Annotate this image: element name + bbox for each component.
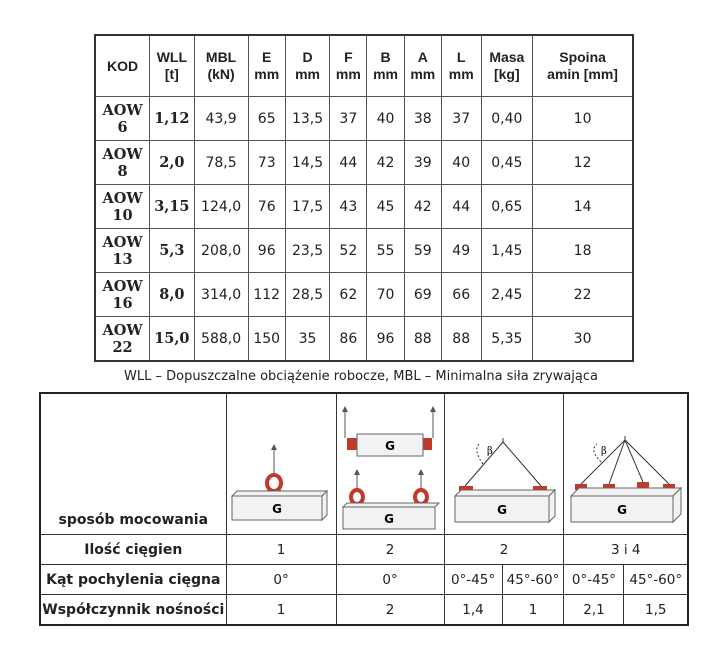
header-line: amin [mm] (547, 66, 618, 82)
product-code: AOW 16 (95, 273, 150, 317)
spec-cell: 5,3 (150, 229, 194, 273)
load-label: G (385, 439, 395, 453)
header-line: (kN) (207, 66, 235, 82)
spec-cell: 0,40 (481, 97, 533, 141)
two-sling-diagram (445, 402, 563, 534)
multi-sling-diagram (565, 402, 687, 534)
spec-cell: 208,0 (194, 229, 248, 273)
factor-value: 1 (502, 595, 564, 626)
spec-header-row (95, 35, 633, 97)
factor-label: Współczynnik nośności (40, 595, 226, 626)
spec-cell: 2,0 (150, 141, 194, 185)
spec-cell: 112 (248, 273, 285, 317)
product-code: AOW 10 (95, 185, 150, 229)
single-lug-diagram (227, 402, 335, 534)
spec-cell: 70 (367, 273, 404, 317)
spec-cell: 44 (441, 185, 481, 229)
sling-count-value: 1 (226, 535, 336, 565)
spec-cell: 40 (441, 141, 481, 185)
header-line: WLL (156, 49, 188, 65)
spec-cell: 30 (533, 317, 633, 362)
header-line: L (456, 49, 466, 65)
header-line: MBL (205, 49, 237, 65)
spec-row (95, 273, 633, 317)
header-line: F (344, 49, 353, 65)
spec-row (95, 141, 633, 185)
spec-cell: 38 (404, 97, 441, 141)
method-single-lug (226, 393, 336, 535)
method-row (40, 393, 688, 535)
spec-header-cell (285, 35, 329, 97)
spec-cell: 588,0 (194, 317, 248, 362)
header-line: mm (448, 66, 474, 82)
spec-body (95, 97, 633, 362)
method-two-lugs (336, 393, 444, 535)
header-line: E (262, 49, 272, 65)
spec-header-cell (404, 35, 441, 97)
spec-cell: 45 (367, 185, 404, 229)
spec-row (95, 229, 633, 273)
spec-cell: 40 (367, 97, 404, 141)
spec-header-cell (367, 35, 404, 97)
spec-cell: 42 (367, 141, 404, 185)
angle-value: 0°-45° (444, 565, 502, 595)
spec-cell: 76 (248, 185, 285, 229)
spec-cell: 43,9 (194, 97, 248, 141)
angle-label: Kąt pochylenia cięgna (40, 565, 226, 595)
header-line: Spoina (559, 49, 606, 65)
header-line: mm (254, 66, 280, 82)
two-lug-diagram (337, 402, 443, 534)
spec-cell: 96 (367, 317, 404, 362)
spec-cell: 17,5 (285, 185, 329, 229)
spec-cell: 23,5 (285, 229, 329, 273)
load-label: G (616, 503, 627, 517)
angle-value: 0° (226, 565, 336, 595)
spec-cell: 49 (441, 229, 481, 273)
spec-cell: 69 (404, 273, 441, 317)
spec-cell: 14,5 (285, 141, 329, 185)
spec-cell: 0,45 (481, 141, 533, 185)
spec-header-cell (194, 35, 248, 97)
spec-header-cell (533, 35, 633, 97)
spec-cell: 124,0 (194, 185, 248, 229)
spec-cell: 1,12 (150, 97, 194, 141)
spec-cell: 150 (248, 317, 285, 362)
angle-beta: β (487, 446, 493, 457)
spec-cell: 37 (441, 97, 481, 141)
spec-cell: 12 (533, 141, 633, 185)
spec-cell: 96 (248, 229, 285, 273)
product-code: AOW 13 (95, 229, 150, 273)
header-line: KOD (107, 57, 139, 74)
header-line: [t] (164, 66, 179, 82)
legend-note: WLL – Dopuszczalne obciążenie robocze, MBL – Minimalna siła zrywająca (124, 369, 598, 384)
load-label: G (497, 503, 507, 517)
spec-cell: 3,15 (150, 185, 194, 229)
spec-cell: 2,45 (481, 273, 533, 317)
spec-cell: 0,65 (481, 185, 533, 229)
header-line: D (302, 49, 313, 65)
factor-value: 2,1 (564, 595, 624, 626)
spec-header-cell (248, 35, 285, 97)
product-code: AOW 8 (95, 141, 150, 185)
spec-cell: 39 (404, 141, 441, 185)
spec-cell: 13,5 (285, 97, 329, 141)
spec-cell: 8,0 (150, 273, 194, 317)
spec-cell: 35 (285, 317, 329, 362)
header-line: [kg] (493, 66, 520, 82)
spec-header-cell (95, 35, 150, 97)
spec-cell: 22 (533, 273, 633, 317)
spec-cell: 66 (441, 273, 481, 317)
sling-count-row (40, 535, 688, 565)
spec-row (95, 97, 633, 141)
usage-table (39, 392, 689, 626)
header-line: B (380, 49, 391, 65)
spec-cell: 10 (533, 97, 633, 141)
spec-cell: 88 (441, 317, 481, 362)
factor-value: 2 (336, 595, 444, 626)
spec-header-cell (330, 35, 367, 97)
spec-cell: 88 (404, 317, 441, 362)
spec-row (95, 317, 633, 362)
angle-beta: β (600, 446, 607, 457)
spec-cell: 52 (330, 229, 367, 273)
factor-row (40, 595, 688, 626)
spec-cell: 59 (404, 229, 441, 273)
spec-header-cell (441, 35, 481, 97)
spec-cell: 44 (330, 141, 367, 185)
factor-value: 1,5 (624, 595, 688, 626)
angle-value: 45°-60° (624, 565, 688, 595)
factor-value: 1,4 (444, 595, 502, 626)
spec-cell: 5,35 (481, 317, 533, 362)
sling-count-value: 2 (336, 535, 444, 565)
spec-cell: 14 (533, 185, 633, 229)
load-label: G (272, 502, 282, 516)
header-line: mm (410, 66, 436, 82)
spec-cell: 15,0 (150, 317, 194, 362)
spec-cell: 37 (330, 97, 367, 141)
header-line: Masa (489, 49, 525, 65)
factor-value: 1 (226, 595, 336, 626)
sling-count-label: Ilość cięgien (40, 535, 226, 565)
spec-cell: 62 (330, 273, 367, 317)
angle-row (40, 565, 688, 595)
spec-table (94, 34, 634, 362)
spec-cell: 1,45 (481, 229, 533, 273)
product-code: AOW 6 (95, 97, 150, 141)
spec-cell: 78,5 (194, 141, 248, 185)
angle-value: 45°-60° (502, 565, 564, 595)
spec-cell: 55 (367, 229, 404, 273)
angle-value: 0° (336, 565, 444, 595)
spec-cell: 42 (404, 185, 441, 229)
spec-cell: 65 (248, 97, 285, 141)
spec-cell: 86 (330, 317, 367, 362)
header-line: A (417, 49, 428, 65)
spec-cell: 28,5 (285, 273, 329, 317)
angle-value: 0°-45° (564, 565, 624, 595)
load-label: G (384, 512, 394, 526)
header-line: mm (295, 66, 320, 82)
spec-cell: 314,0 (194, 273, 248, 317)
method-two-slings-angle (444, 393, 564, 535)
sling-count-value: 3 i 4 (564, 535, 688, 565)
product-code: AOW 22 (95, 317, 150, 362)
method-label: sposób mocowania (40, 393, 226, 535)
spec-cell: 43 (330, 185, 367, 229)
header-line: mm (373, 66, 399, 82)
spec-cell: 18 (533, 229, 633, 273)
spec-header-cell (481, 35, 533, 97)
header-line: mm (335, 66, 361, 82)
spec-cell: 73 (248, 141, 285, 185)
method-multi-slings-angle (564, 393, 688, 535)
sling-count-value: 2 (444, 535, 564, 565)
spec-header-cell (150, 35, 194, 97)
spec-row (95, 185, 633, 229)
